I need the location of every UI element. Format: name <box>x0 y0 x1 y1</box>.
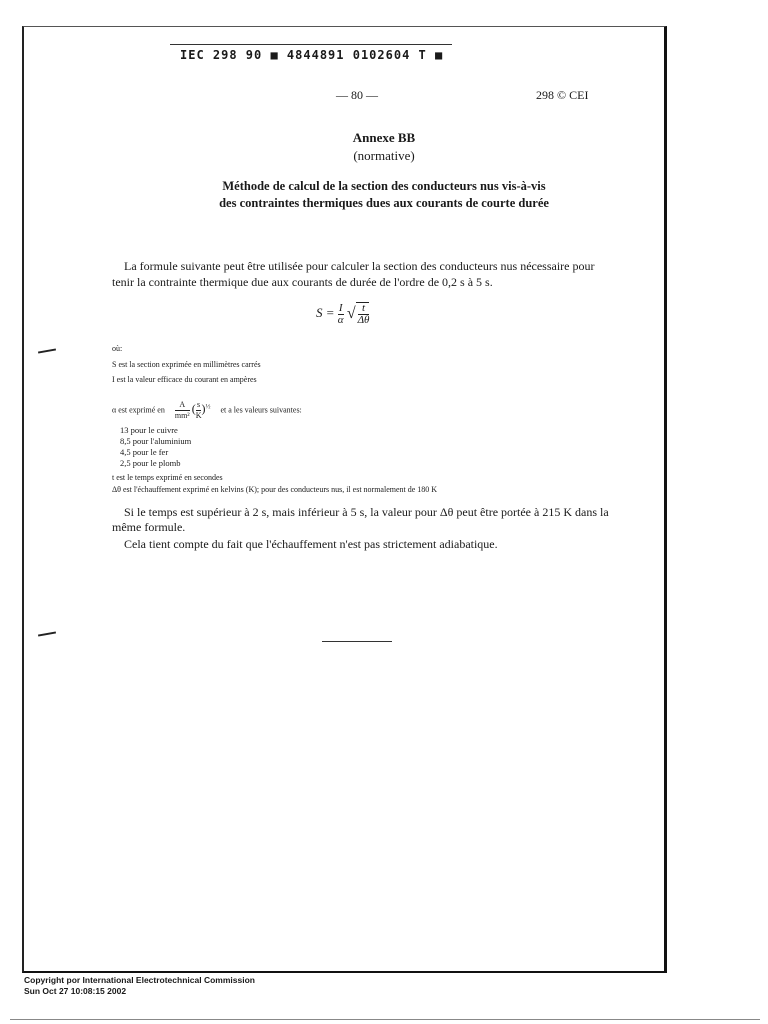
definition-dtheta: Δθ est l'échauffement exprimé en kelvins (K); pour des conducteurs nus, il est normalement de 180 K <box>112 485 438 494</box>
annex-title: Annexe BB <box>352 130 416 145</box>
alpha-values-list <box>120 425 191 469</box>
sqrt-icon: √ <box>346 305 356 322</box>
list-item: 2,5 pour le plomb <box>120 458 181 468</box>
method-title <box>0 178 768 212</box>
definition-t: t est le temps exprimé en secondes <box>112 473 223 482</box>
formula-denominator: α <box>337 313 344 326</box>
standard-reference: 298 © CEI <box>536 88 589 102</box>
unit-inner-num: s <box>197 400 201 409</box>
list-item: 8,5 pour l'aluminium <box>120 436 192 446</box>
timestamp-text: Sun Oct 27 10:08:15 2002 <box>24 986 127 996</box>
definition-alpha <box>112 400 302 421</box>
radicand-numerator: t <box>358 303 370 315</box>
formula-lhs: S = <box>316 304 335 320</box>
end-rule <box>322 641 392 642</box>
formula-numerator: I <box>338 301 343 314</box>
method-title-text: Méthode de calcul de la section des conducteurs nus vis-à-vis des contraintes thermiques dues aux courants de courte durée <box>219 179 549 210</box>
footer-copyright <box>24 975 255 997</box>
intro-paragraph: La formule suivante peut être utilisée pour calculer la section des conducteurs nus nécessaire pour tenir la contrainte thermique due aux courants de durée de l'ordre de 0,2 s à 5 s. <box>112 259 595 289</box>
header-code: IEC 298 90 ■ 4844891 0102604 T ■ <box>180 48 444 62</box>
annex-subtitle: (normative) <box>353 148 415 163</box>
radicand-denominator: Δθ <box>357 314 370 326</box>
page-number: — 80 — <box>336 88 378 102</box>
time-paragraph: Si le temps est supérieur à 2 s, mais inférieur à 5 s, la valeur pour Δθ peut être portée à 215 K dans la même formule. <box>112 505 609 534</box>
list-item: 13 pour le cuivre <box>120 425 178 435</box>
document-page <box>22 26 667 973</box>
formula-fraction <box>338 303 344 326</box>
copyright-text: Copyright por International Electrotechnical Commission <box>24 975 255 985</box>
section-formula <box>316 302 369 326</box>
alpha-unit: $\frac{A}{\text{mm²}}$ ( $\frac{s}{K})^{\frac{1}{2}}$ <box>174 400 211 420</box>
definition-I: I est la valeur efficace du courant en ampères <box>112 375 257 384</box>
unit-inner-den: K <box>195 411 202 420</box>
alpha-pre: α est exprimé en <box>112 405 165 415</box>
unit-num: A <box>175 400 190 411</box>
header-rule <box>170 44 452 45</box>
unit-exponent: ½ <box>205 403 211 411</box>
where-label: où: <box>112 344 123 353</box>
definition-S: S est la section exprimée en millimètres carrés <box>112 360 261 369</box>
alpha-post: et a les valeurs suivantes: <box>220 405 302 415</box>
unit-den: mm² <box>174 411 190 420</box>
list-item: 4,5 pour le fer <box>120 447 169 457</box>
bottom-rule <box>10 1019 760 1020</box>
adiabatic-paragraph: Cela tient compte du fait que l'échauffement n'est pas strictement adiabatique. <box>124 537 498 551</box>
formula-radicand <box>356 302 370 326</box>
